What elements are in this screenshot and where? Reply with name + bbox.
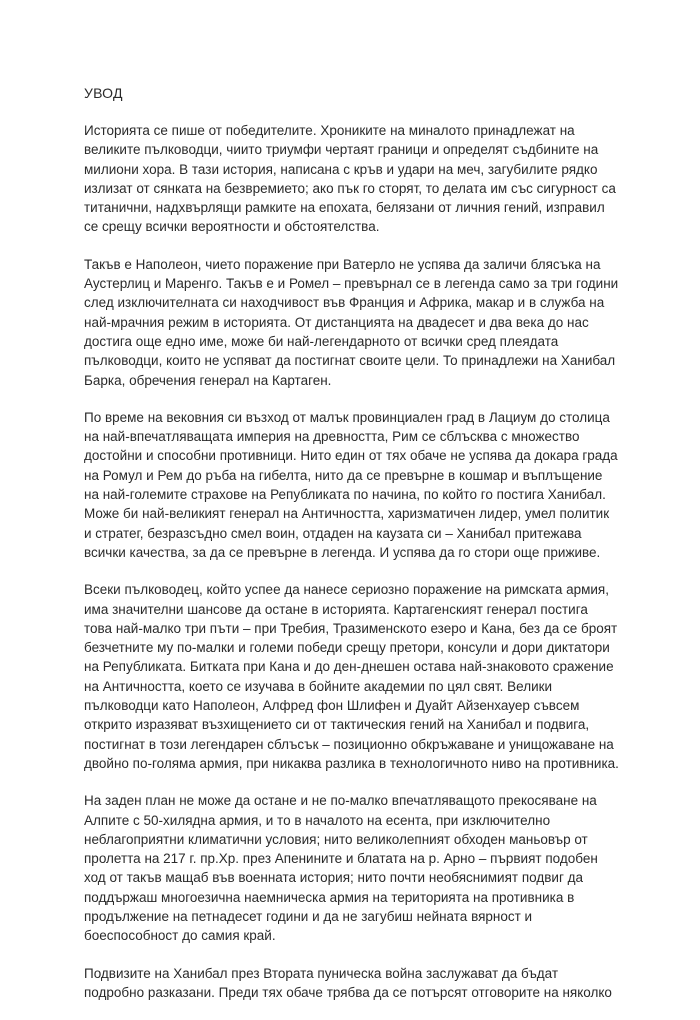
paragraph: Такъв е Наполеон, чието поражение при Ватерло не успява да заличи блясъка на Аустерлиц и Маренго. Такъв е и Ромел – превърнал се в легенда само за три години след изключителната си находчивост във Франция и Африка, макар и в служба на най-мрачния режим в историята. От дистанцията на двадесет и два века до нас достига още едно име, може би най-легендарното от всички сред плеядата пълководци, които не успяват да постигнат своите цели. То принадлежи на Ханибал Барка, обречения генерал на Картаген. bbox=[84, 256, 619, 388]
paragraph: Подвизите на Ханибал през Втората пуническа война заслужават да бъдат подробно разказани. Преди тях обаче трябва да се потърсят отговорите на няколко bbox=[84, 965, 612, 1000]
section-heading: УВОД bbox=[84, 85, 123, 101]
paragraph: Историята се пише от победителите. Хрониките на миналото принадлежат на великите пълководци, чиито триумфи чертаят граници и определят съдбините на милиони хора. В тази история, написана с кръв и удари на меч, загубилите рядко излизат от сянката на безвремието; ако пък го сторят, то делата им със сигурност са титанични, надхвърлящи рамките на епохата, белязани от личния гений, изправил се срещу всички вероятности и обстоятелства. bbox=[84, 123, 616, 235]
paragraph: Всеки пълководец, който успее да нанесе сериозно поражение на римската армия, има значителни шансове да остане в историята. Картагенският генерал постига това най-малко три пъти – при Требия, Тразименското езеро и Кана, без да се броят безчетните му по-малки и големи победи срещу претори, консули и дори диктатори на Републиката. Битката при Кана и до ден-днешен остава най-знаковото сражение на Античността, което се изучава в бойните академии по цял свят. Велики пълководци като Наполеон, Алфред фон Шлифен и Дуайт Айзенхауер съвсем открито изразяват възхищението си от тактическия гений на Ханибал и подвига, постигнат в този легендарен сблъсък – позиционно обкръжаване и унищожаване на двойно по-голяма армия, при никаква разлика в технологичното ниво на противника. bbox=[84, 582, 619, 771]
paragraph: По време на вековния си възход от малък провинциален град в Лациум до столица на най-впечатляващата империя на древността, Рим се сблъсква с множество достойни и способни противници. Нито един от тях обаче не успява да докара града на Ромул и Рем до ръба на гибелта, нито да се превърне в кошмар и въплъщение на най-големите страхове на Републиката по начина, по който го постига Ханибал. Може би най-великият генерал на Античността, харизматичен лидер, умел политик и стратег, безразсъдно смел воин, отдаден на каузата си – Ханибал притежава всички качества, за да се превърне в легенда. И успява да го стори още приживе. bbox=[84, 409, 618, 560]
body-text bbox=[84, 121, 619, 1020]
paragraph: На заден план не може да остане и не по-малко впечатляващото прекосяване на Алпите с 50-хилядна армия, и то в началото на есента, при изключително неблагоприятни климатични условия; нито великолепният обходен маньовър от пролетта на 217 г. пр.Хр. през Апенините и блатата на р. Арно – първият подобен ход от такъв мащаб във военната история; нито почти необяснимият подвиг да поддържаш многоезична наемническа армия на територията на противника в продължение на петнадесет години и да не загубиш нейната вярност и боеспособност до самия край. bbox=[84, 793, 598, 944]
